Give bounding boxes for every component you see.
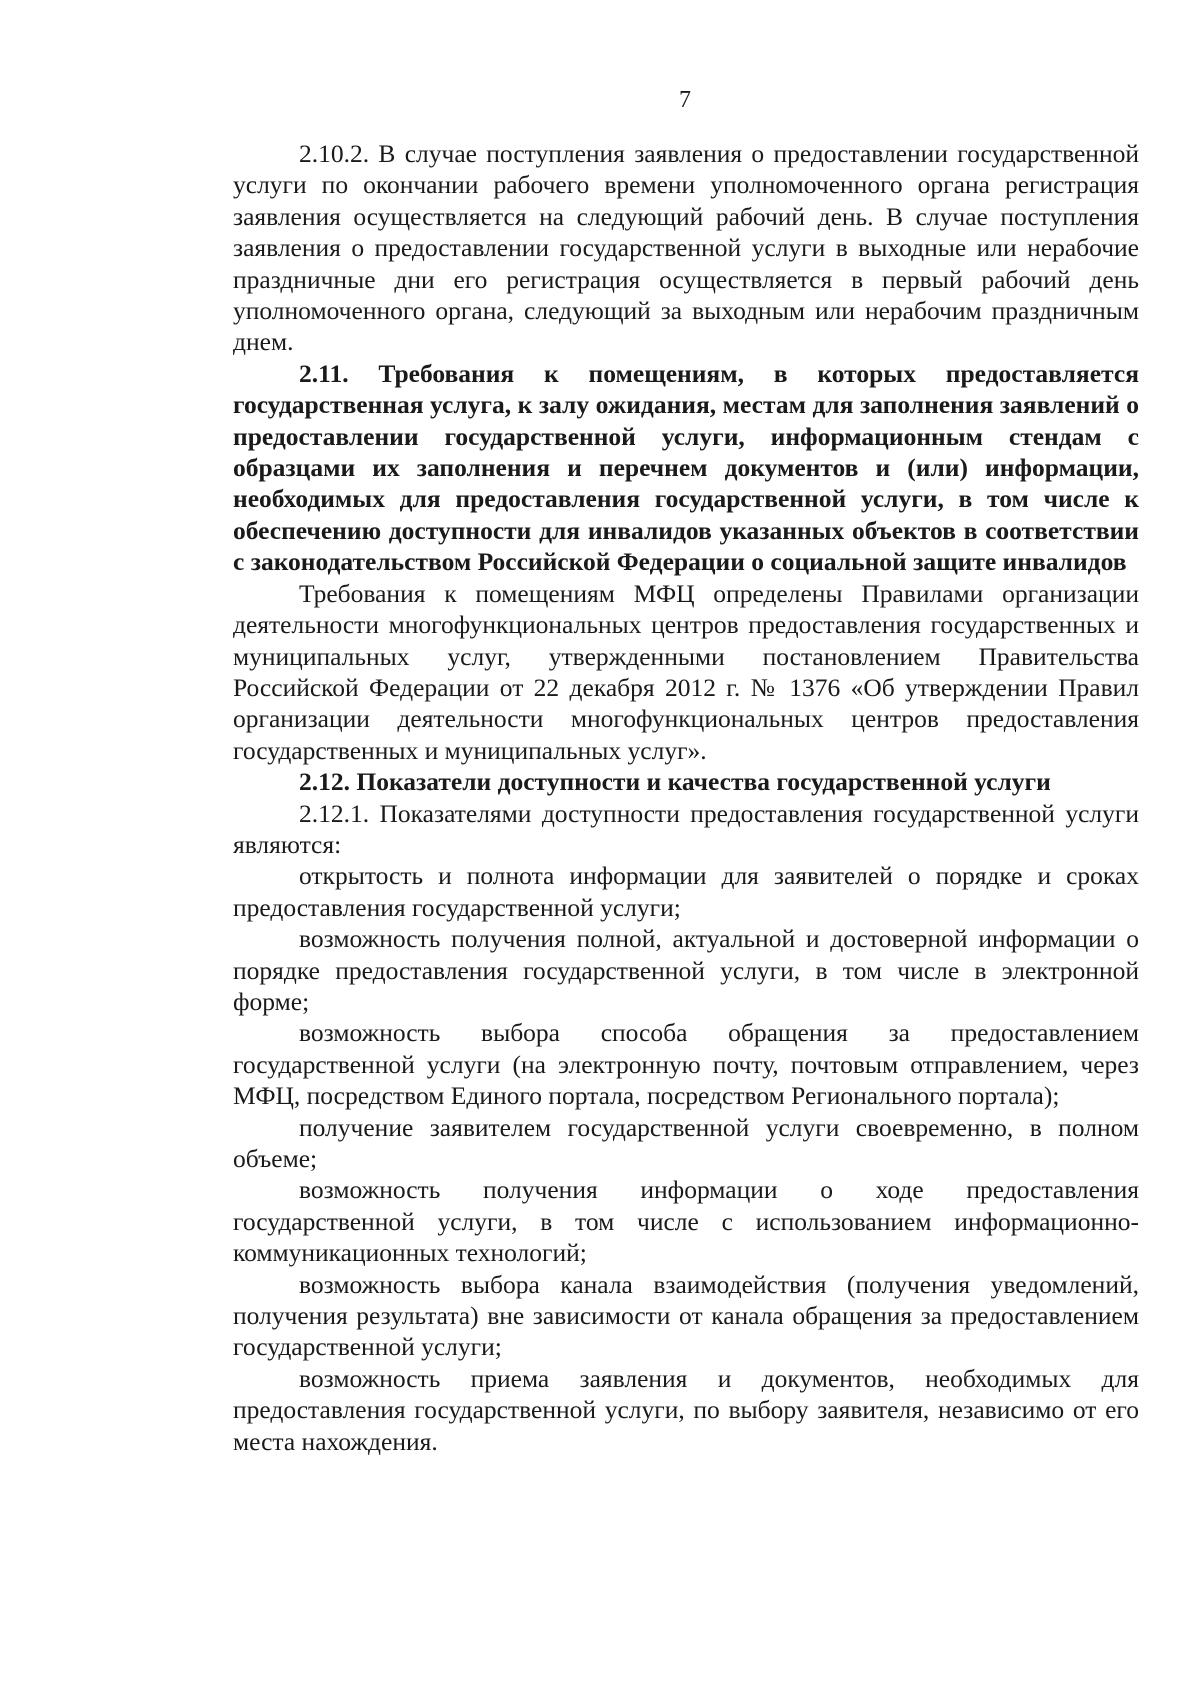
list-item-channel-choice: возможность выбора канала взаимодействия (получения уведомлений, получения результата) вне зависимости от канала обращения за предоставлением государственной услуги;: [233, 1269, 1139, 1362]
section-heading-2-12: 2.12. Показатели доступности и качества государственной услуги: [299, 767, 1051, 797]
list-item-timely-service: получение заявителем государственной услуги своевременно, в полном объеме;: [233, 1112, 1139, 1173]
list-item-application-method: возможность выбора способа обращения за предоставлением государственной услуги (на электронную почту, почтовым отправлением, через МФЦ, посредством Единого портала, посредством Регионального портала);: [233, 1018, 1139, 1111]
page-number-text: 7: [679, 87, 691, 113]
list-item-progress-info: возможность получения информации о ходе предоставления государственной услуги, в том числе с использованием информационно-коммуникационных технологий;: [233, 1175, 1139, 1268]
section-heading-2-11: 2.11. Требования к помещениям, в которых предоставляется государственная услуга, к залу ожидания, местам для заполнения заявлений о предоставлении государственной услуги, информационным стендам с образцами их заполнения и перечнем документов и (или) информации, необходимых для предоставления государственной услуги, в том числе к обеспечению доступности для инвалидов указанных объектов в соответствии с законодательством Российской Федерации о социальной защите инвалидов: [233, 358, 1139, 577]
list-item-openness: открытость и полнота информации для заявителей о порядке и сроках предоставления государственной услуги;: [233, 861, 1139, 922]
document-body: [233, 138, 1139, 1457]
paragraph-mfc-requirements: Требования к помещениям МФЦ определены Правилами организации деятельности многофункциональных центров предоставления государственных и муниципальных услуг, утвержденными постановлением Правительства Российской Федерации от 22 декабря 2012 г. № 1376 «Об утверждении Правил организации деятельности многофункциональных центров предоставления государственных и муниципальных услуг».: [233, 578, 1139, 765]
paragraph-2-10-2: 2.10.2. В случае поступления заявления о предоставлении государственной услуги по окончании рабочего времени уполномоченного органа регистрация заявления осуществляется на следующий рабочий день. В случае поступления заявления о предоставлении государственной услуги в выходные или нерабочие праздничные дни его регистрация осуществляется в первый рабочий день уполномоченного органа, следующий за выходным или нерабочим праздничным днем.: [233, 139, 1139, 357]
list-item-information-access: возможность получения полной, актуальной и достоверной информации о порядке предоставления государственной услуги, в том числе в электронной форме;: [233, 924, 1139, 1016]
page-number: [0, 85, 1200, 115]
list-item-extraterritorial: возможность приема заявления и документов, необходимых для предоставления государственной услуги, по выбору заявителя, независимо от его места нахождения.: [233, 1363, 1139, 1456]
paragraph-2-12-1: 2.12.1. Показателями доступности предоставления государственной услуги являются:: [233, 798, 1139, 859]
